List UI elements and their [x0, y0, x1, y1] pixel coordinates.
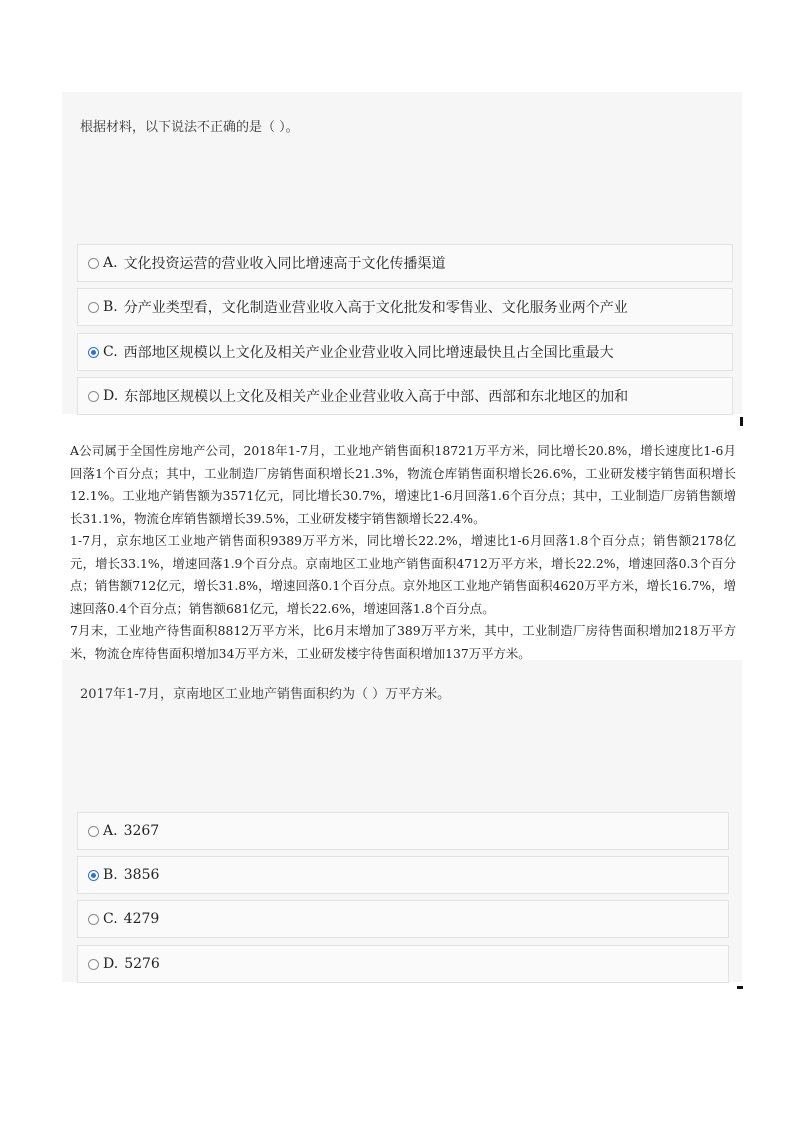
edge-mark [740, 417, 743, 426]
option-text: 3856 [123, 867, 160, 883]
question2-option-d[interactable]: D. 5276 [77, 945, 729, 983]
question2-option-b[interactable]: B. 3856 [77, 856, 729, 894]
option-text: 4279 [123, 911, 160, 927]
radio-icon[interactable] [88, 826, 99, 837]
option-text: 分产业类型看，文化制造业营业收入高于文化批发和零售业、文化服务业两个产业 [123, 300, 628, 316]
material-paragraph: 1-7月，京东地区工业地产销售面积9389万平方米，同比增长22.2%，增速比1-6月回落1.8个百分点；销售额2178亿元，增长33.1%，增速回落1.9个百分点。京南地区工业地产销售面积4712万平方米，增长22.2%，增速回落0.3个百分点；销售额712亿元，增长31.8%，增速回落0.1个百分点。京外地区工业地产销售面积4620万平方米，增长16.7%，增速回落0.4个百分点；销售额681亿元，增长22.6%，增速回落1.8个百分点。 [70, 533, 736, 616]
question2-option-c[interactable]: C. 4279 [77, 900, 729, 938]
radio-icon[interactable] [88, 914, 99, 925]
question1-prompt: 根据材料，以下说法不正确的是（ ）。 [80, 120, 299, 135]
radio-icon[interactable] [88, 391, 99, 402]
option-text: 东部地区规模以上文化及相关产业企业营业收入高于中部、西部和东北地区的加和 [124, 389, 629, 405]
option-text: 3267 [123, 823, 160, 839]
radio-icon[interactable] [88, 258, 99, 269]
material-paragraph: A公司属于全国性房地产公司，2018年1-7月，工业地产销售面积18721万平方米，同比增长20.8%，增长速度比1-6月回落1个百分点；其中，工业制造厂房销售面积增长21.3%，物流仓库销售面积增长26.6%，工业研发楼宇销售面积增长12.1%。工业地产销售额为3571亿元，同比增长30.7%，增速比1-6月回落1.6个百分点；其中，工业制造厂房销售额增长31.1%，物流仓库销售额增长39.5%，工业研发楼宇销售额增长22.4%。 [70, 443, 736, 526]
question2-prompt: 2017年1-7月，京南地区工业地产销售面积约为（ ）万平方米。 [80, 687, 451, 702]
radio-icon[interactable] [88, 302, 99, 313]
material-passage [70, 440, 736, 665]
option-text: 文化投资运营的营业收入同比增速高于文化传播渠道 [123, 256, 446, 272]
question2-option-a[interactable]: A. 3267 [77, 812, 729, 850]
question1-option-a[interactable]: A. 文化投资运营的营业收入同比增速高于文化传播渠道 [77, 244, 733, 282]
question1-option-b[interactable]: B. 分产业类型看，文化制造业营业收入高于文化批发和零售业、文化服务业两个产业 [77, 288, 733, 326]
option-text: 西部地区规模以上文化及相关产业企业营业收入同比增速最快且占全国比重最大 [123, 345, 614, 361]
radio-selected-icon[interactable] [88, 347, 99, 358]
question1-option-d[interactable]: D. 东部地区规模以上文化及相关产业企业营业收入高于中部、西部和东北地区的加和 [77, 377, 733, 415]
material-paragraph: 7月末，工业地产待售面积8812万平方米，比6月末增加了389万平方米，其中，工业制造厂房待售面积增加218万平方米，物流仓库待售面积增加34万平方米，工业研发楼宇待售面积增加137万平方米。 [70, 623, 736, 661]
radio-selected-icon[interactable] [88, 870, 99, 881]
radio-icon[interactable] [88, 959, 99, 970]
edge-mark [737, 986, 743, 989]
option-text: 5276 [124, 956, 160, 972]
question1-option-c[interactable]: C. 西部地区规模以上文化及相关产业企业营业收入同比增速最快且占全国比重最大 [77, 333, 733, 371]
